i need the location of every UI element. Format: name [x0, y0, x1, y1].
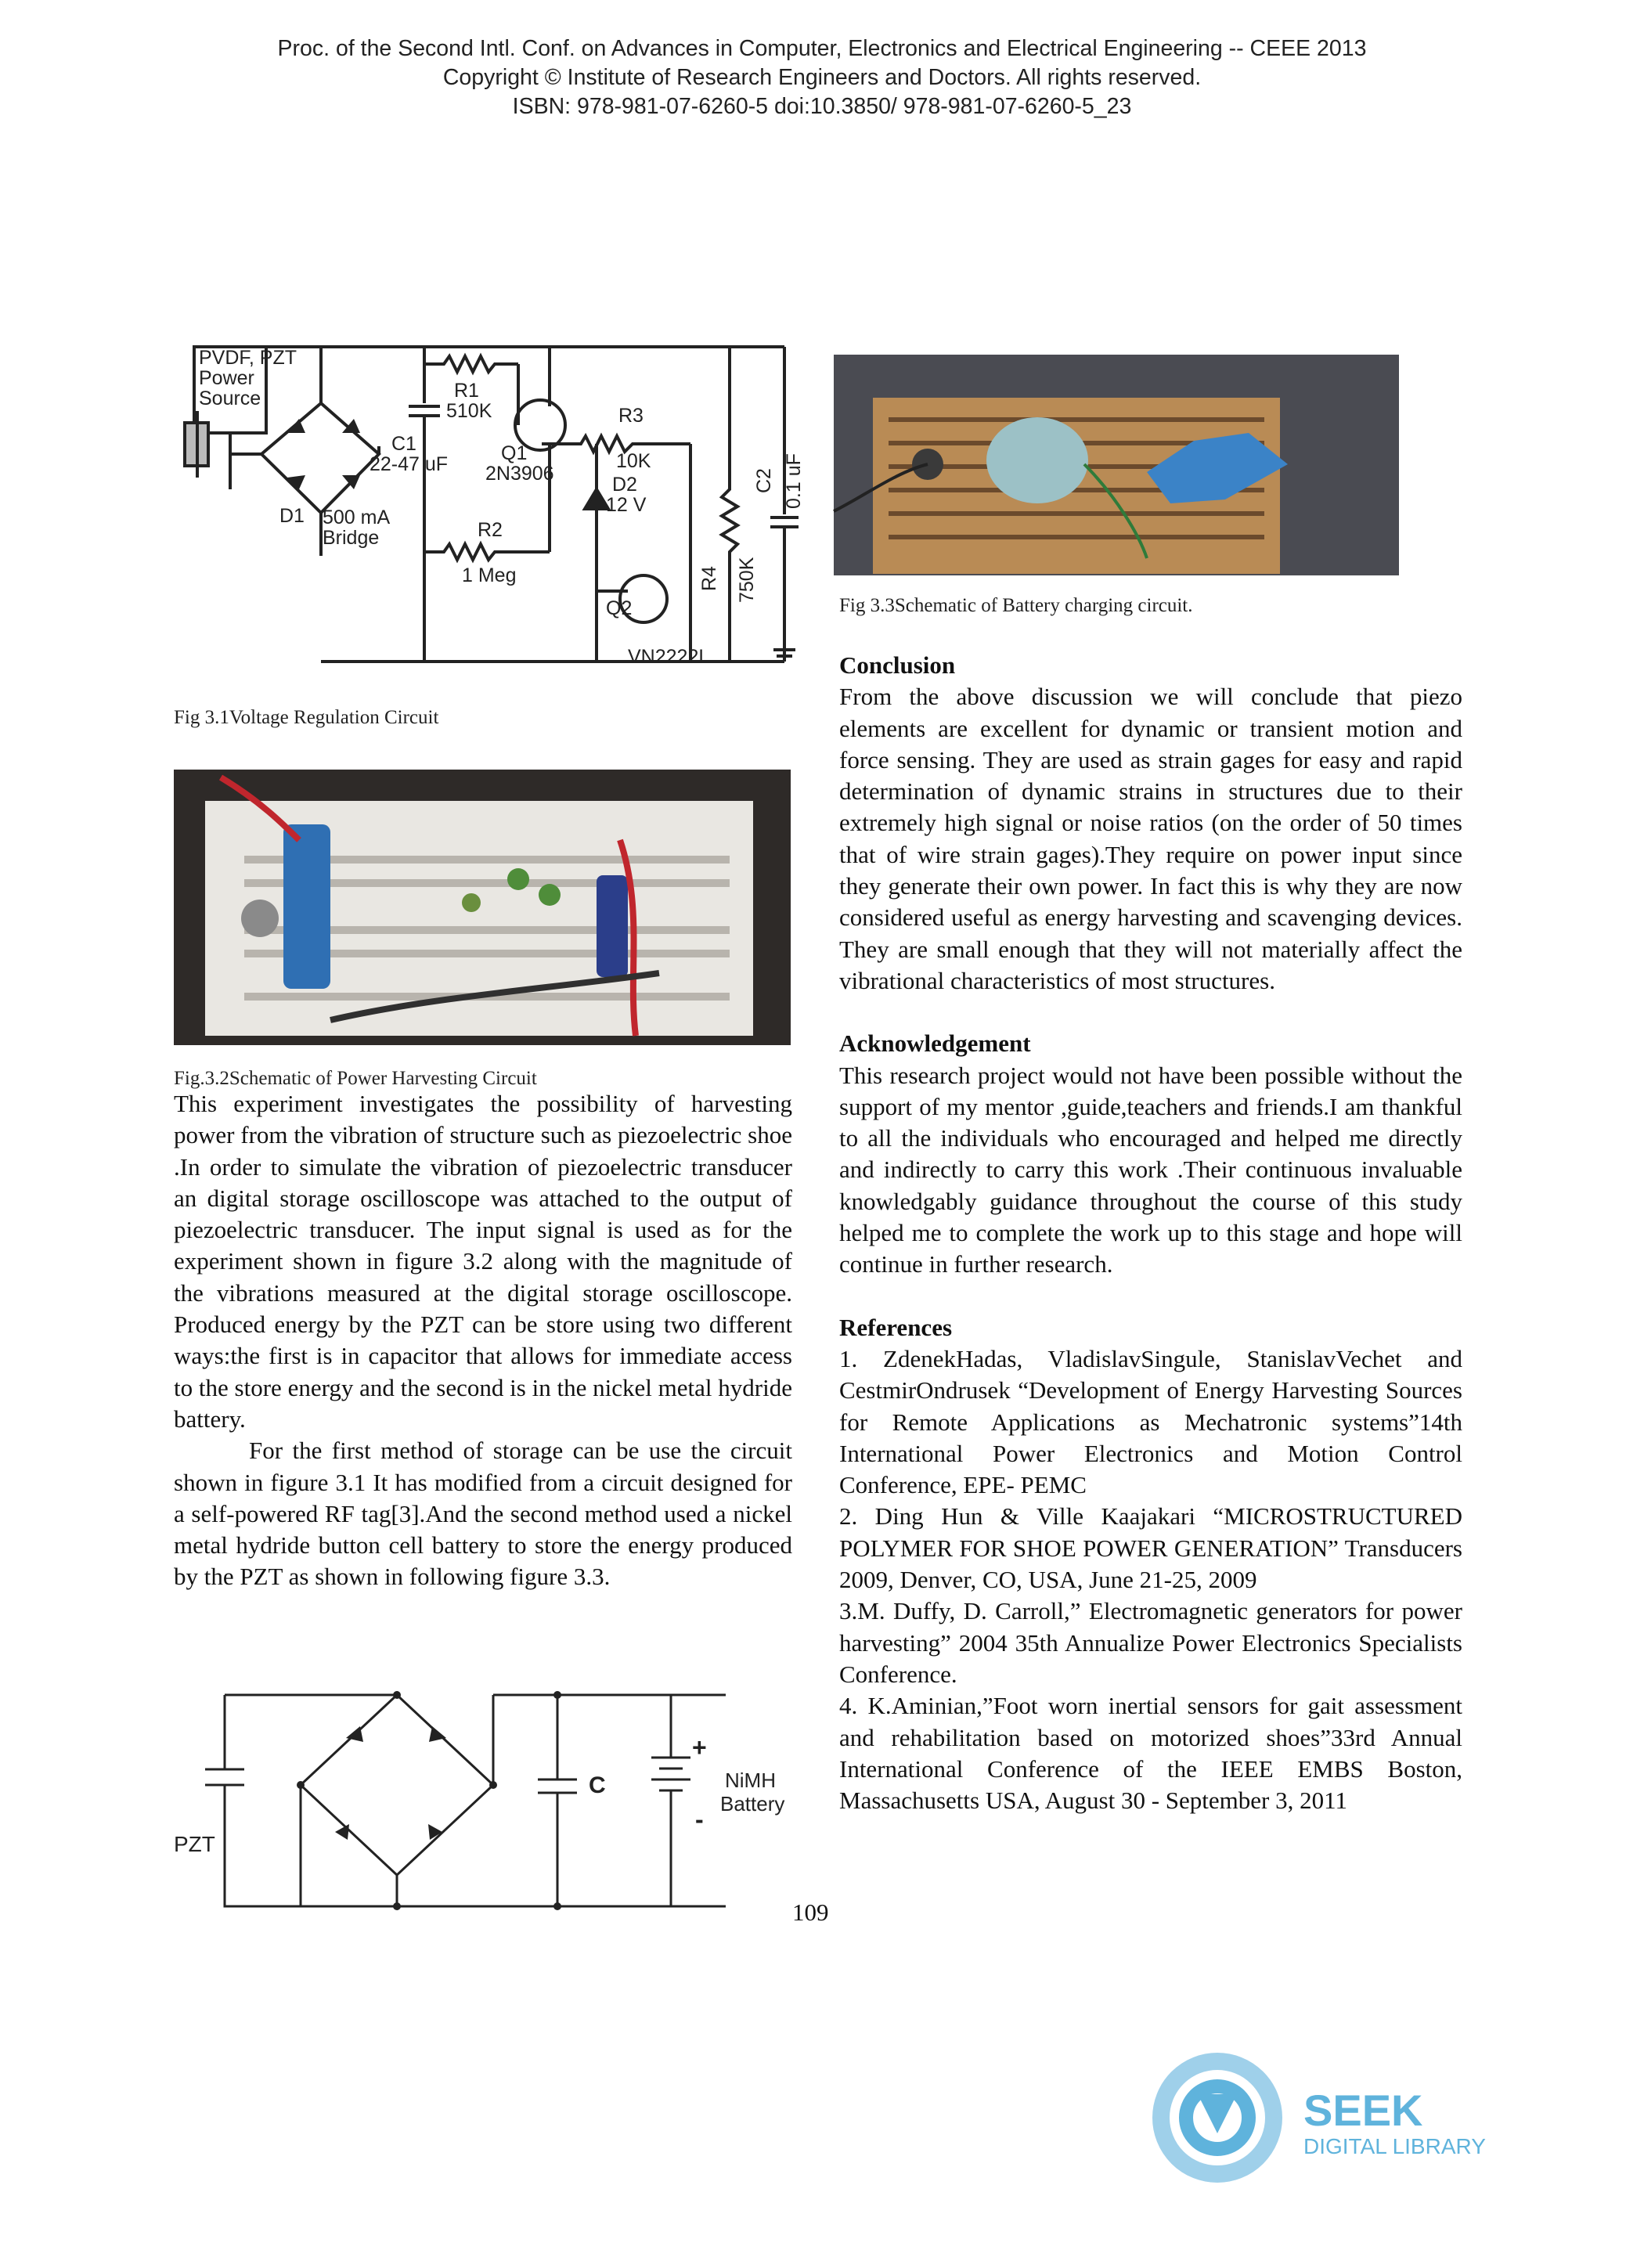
label-d2: D2 — [612, 474, 637, 496]
fig-3-3-caption: Fig 3.3Schematic of Battery charging circuit. — [839, 595, 1193, 616]
reference-item: 1. ZdenekHadas, VladislavSingule, StanislavVechet and CestmirOndrusek “Development of Energy Harvesting Sources for Remote Applications as Mechatronic systems”14th International Power Electronics and Motion Control Conference, EPE- PEMC — [839, 1344, 1462, 1499]
label-d2-value: 12 V — [606, 494, 647, 516]
conclusion-heading: Conclusion — [839, 651, 956, 679]
label-q2: Q2 — [606, 597, 633, 619]
label-r2: R2 — [478, 519, 503, 541]
label-d1: D1 — [279, 505, 305, 527]
paragraph-storage-methods: For the first method of storage can be use the circuit shown in figure 3.1 It has modified from a circuit designed for a self-powered RF tag[3].And the second method used a nickel metal hydride button cell battery to store the energy produced by the PZT as shown in following figure 3.3. — [174, 1437, 792, 1591]
label-c1-value: 22-47 uF — [370, 453, 449, 475]
label-r3-value: 10K — [616, 450, 651, 472]
references-heading: References — [839, 1313, 953, 1341]
label-q2-value: VN2222L — [628, 646, 710, 668]
acknowledgement-heading: Acknowledgement — [839, 1029, 1031, 1058]
fig-3-1-schematic — [174, 333, 805, 677]
header-line-2: Copyright © Institute of Research Engineers and Doctors. All rights reserved. — [442, 65, 1202, 90]
label-minus: - — [695, 1805, 704, 1834]
label-r1-value: 510K — [446, 400, 492, 422]
conference-header — [0, 34, 1644, 121]
seek-digital-library-logo — [1151, 2039, 1511, 2180]
page-number: 109 — [792, 1898, 829, 1926]
label-r4: R4 — [698, 566, 720, 591]
fig-3-2-caption: Fig.3.2Schematic of Power Harvesting Circuit — [174, 1068, 537, 1089]
header-line-1: Proc. of the Second Intl. Conf. on Advances in Computer, Electronics and Electrical Engineering -- CEEE 2013 — [277, 36, 1367, 61]
header-line-3: ISBN: 978-981-07-6260-5 doi:10.3850/ 978-981-07-6260-5_23 — [512, 94, 1132, 119]
label-source-2: Power — [199, 367, 254, 389]
conclusion-text: From the above discussion we will conclude that piezo elements are excellent for dynamic or transient motion and force sensing. They are used as strain gages for easy and rapid determination of dynamic strains in structures due to their extremely high signal or noise ratios (on the order of 50 times that of wire strain gages).They require on power input since they generate their own power. In fact this is why they are now considered useful as energy harvesting and scavenging devices. They are small enough that they will not materially affect the vibrational characteristics of most structures. — [839, 683, 1462, 994]
label-r1: R1 — [454, 380, 479, 402]
logo-word-seek: SEEK — [1303, 2086, 1423, 2135]
label-source-3: Source — [199, 388, 261, 409]
fig-3-2-breadboard-photo — [174, 770, 791, 1045]
label-bridge-2: Bridge — [323, 527, 380, 549]
label-r2-value: 1 Meg — [462, 564, 517, 586]
logo-word-digital-library: DIGITAL LIBRARY — [1303, 2134, 1486, 2158]
label-pzt: PZT — [174, 1832, 215, 1856]
label-source-1: PVDF, PZT — [199, 347, 297, 369]
left-column — [174, 1088, 792, 1593]
fig-3-3-photo — [834, 355, 1399, 575]
fig-3-3-schematic — [174, 1679, 800, 1914]
right-column — [839, 650, 1462, 1816]
reference-item: 3.M. Duffy, D. Carroll,” Electromagnetic generators for power harvesting” 2004 35th Annualize Power Electronics Specialists Conference. — [839, 1597, 1462, 1688]
label-nimh: NiMH — [725, 1769, 776, 1792]
reference-item: 2. Ding Hun & Ville Kaajakari “MICROSTRUCTURED POLYMER FOR SHOE POWER GENERATION” Transducers 2009, Denver, CO, USA, June 21-25, 2009 — [839, 1502, 1462, 1594]
label-c1: C1 — [391, 433, 416, 455]
label-c2-value: 0.1 uF — [783, 453, 805, 509]
label-r3: R3 — [618, 405, 644, 427]
paragraph-experiment: This experiment investigates the possibility of harvesting power from the vibration of structure such as piezoelectric shoe .In order to simulate the vibration of piezoelectric transducer an digital storage oscilloscope was attached to the output of piezoelectric transducer. The input signal is used as for the experiment shown in figure 3.2 along with the magnitude of the vibrations measured at the digital storage oscilloscope. Produced energy by the PZT can be store using two different ways:the first is in capacitor that allows for immediate access to the store energy and the second is in the nickel metal hydride battery. — [174, 1090, 792, 1433]
label-battery: Battery — [720, 1792, 785, 1815]
label-q1-value: 2N3906 — [485, 463, 554, 485]
fig-3-1-caption: Fig 3.1Voltage Regulation Circuit — [174, 707, 439, 728]
label-plus: + — [692, 1733, 707, 1761]
label-capacitor: C — [589, 1772, 606, 1798]
acknowledgement-text: This research project would not have been possible without the support of my mentor ,guide,teachers and friends.I am thankful to all the individuals who encouraged and helped me directly and indirectly to carry this work .Their continuous invaluable knowledgably guidance throughout the course of this study helped me to complete the work up to this stage and hope will continue in further research. — [839, 1061, 1462, 1278]
reference-item: 4. K.Aminian,”Foot worn inertial sensors for gait assessment and rehabilitation based on motorized shoes”33rd Annual International Conference of the IEEE EMBS Boston, Massachusetts USA, August 30 - September 3, 2011 — [839, 1692, 1462, 1815]
label-c2: C2 — [753, 468, 775, 493]
label-r4-value: 750K — [736, 557, 758, 603]
label-q1: Q1 — [501, 442, 528, 464]
label-bridge-1: 500 mA — [323, 507, 391, 528]
